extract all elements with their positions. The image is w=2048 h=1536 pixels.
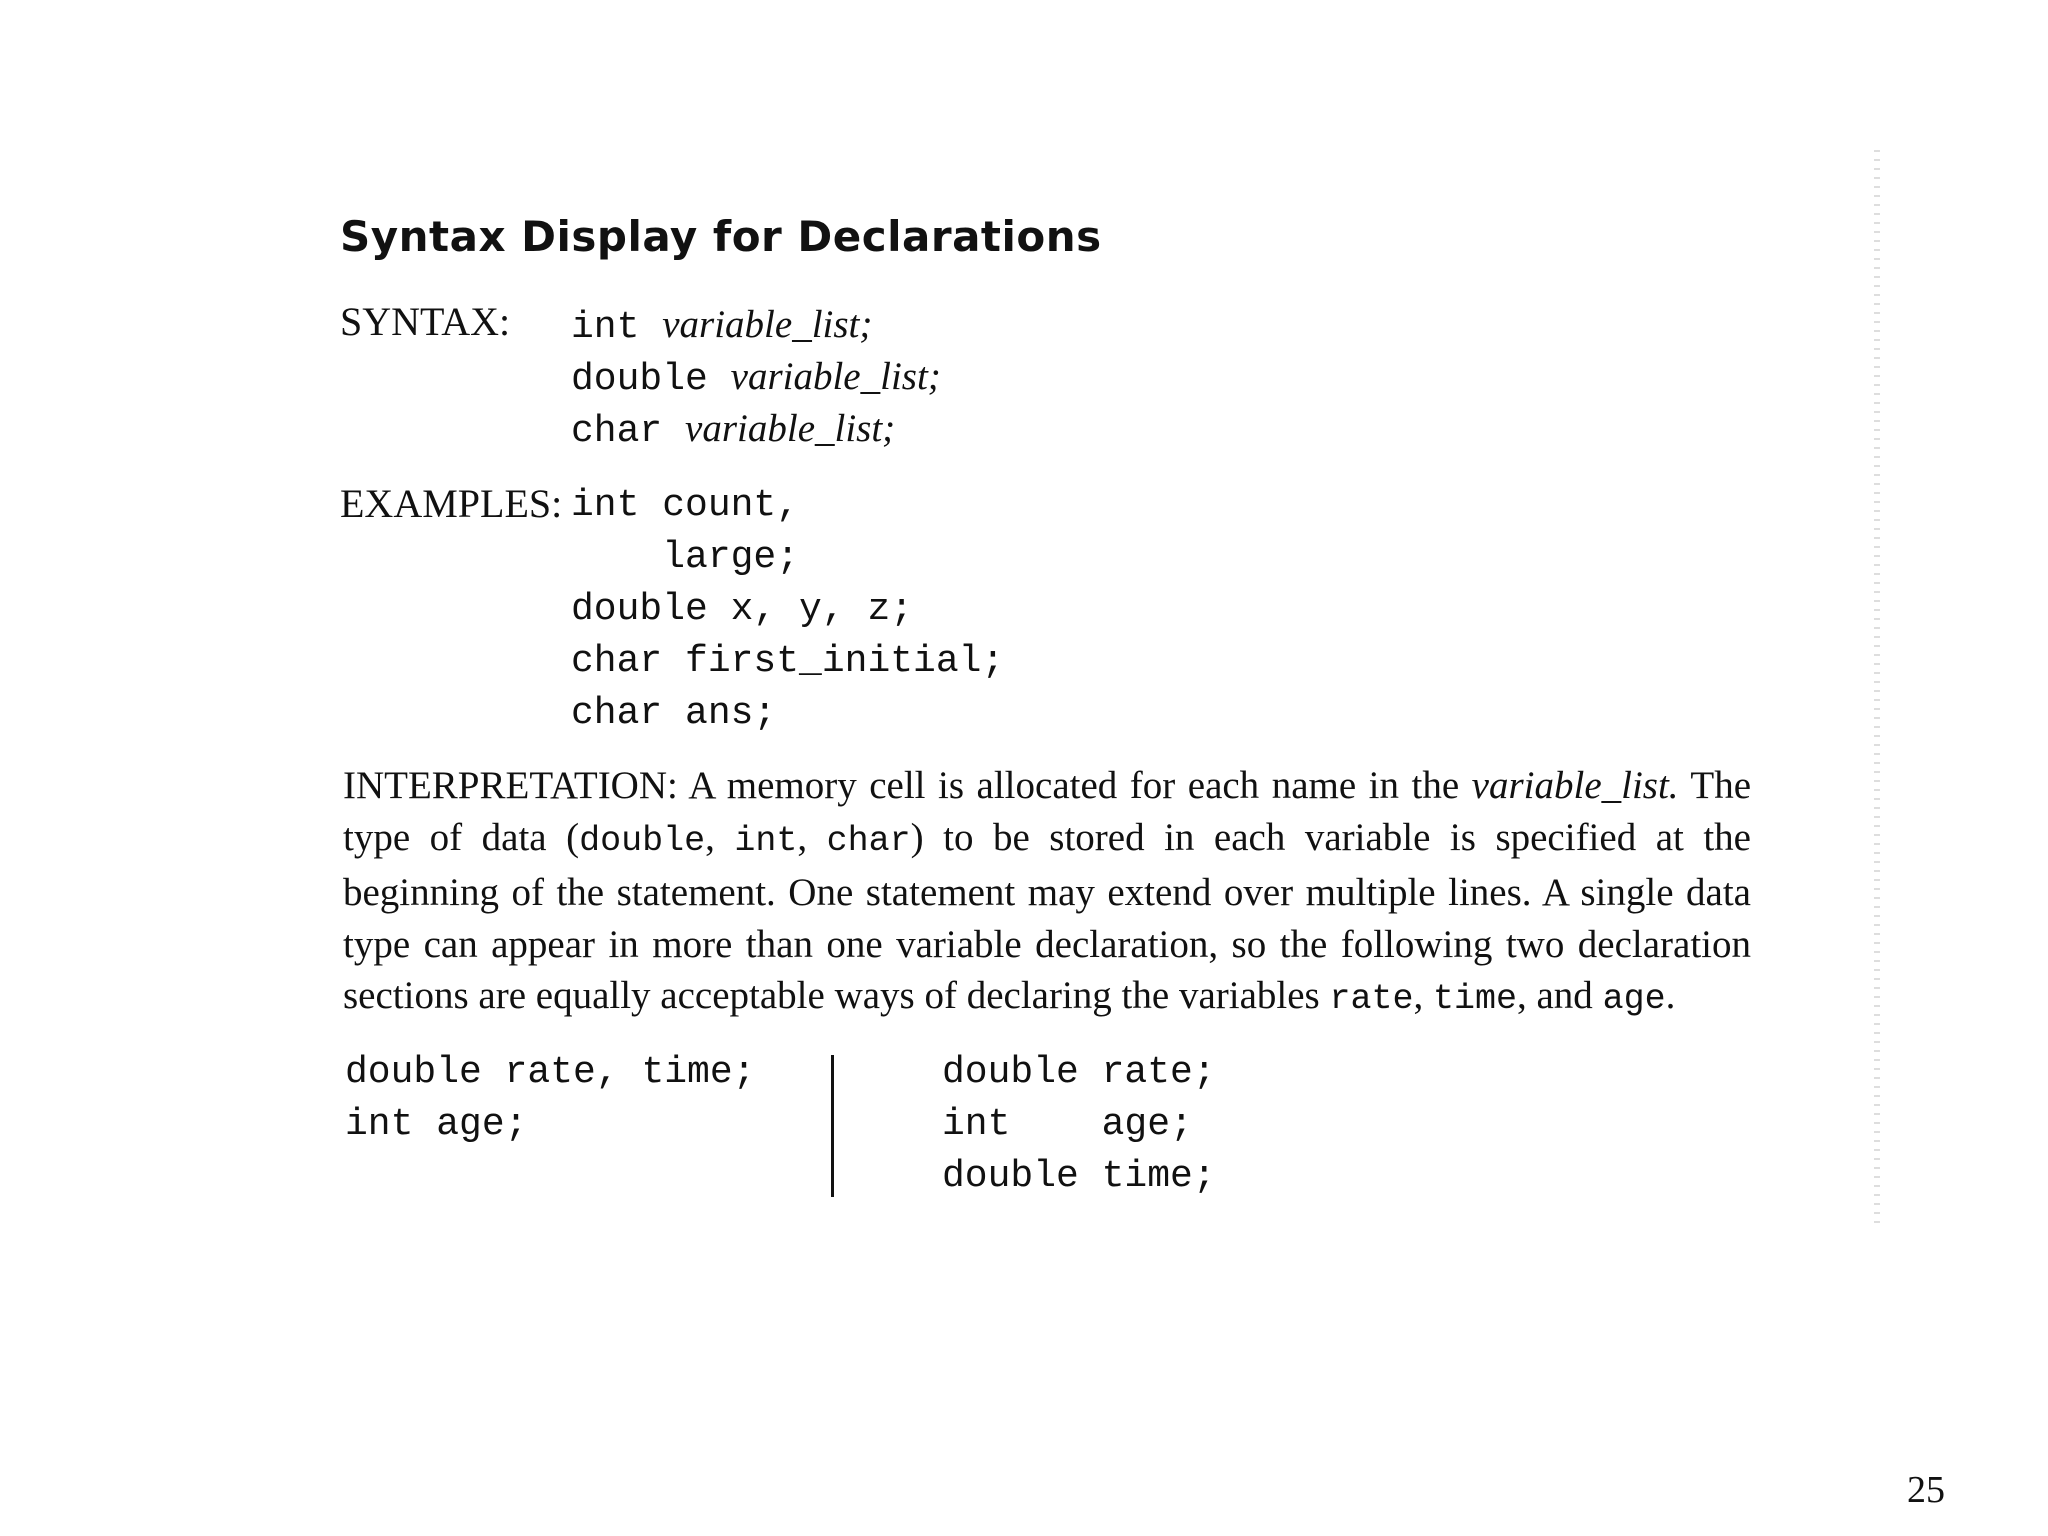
inline-code-time: time (1432, 979, 1517, 1019)
page-number: 25 (1907, 1469, 1945, 1511)
variable-list-term: variable_list. (1471, 764, 1679, 807)
right-declaration-line: double rate; (942, 1051, 1216, 1094)
example-line: large; (571, 536, 800, 579)
syntax-param: variable_list; (685, 407, 896, 450)
inline-code-rate: rate (1329, 979, 1414, 1019)
scan-edge-artifact (1874, 150, 1880, 1230)
inline-code-double: double (579, 820, 706, 861)
example-line: double x, y, z; (571, 588, 914, 631)
right-declaration-line: int age; (942, 1103, 1193, 1146)
examples-label: EXAMPLES: (340, 481, 563, 526)
comparison-divider (831, 1055, 834, 1197)
syntax-keyword: int (571, 306, 640, 349)
inline-code-char: char (826, 820, 911, 861)
syntax-keyword: double (571, 358, 708, 401)
interpretation-text: The type of data ( (343, 764, 1752, 859)
separator: , (797, 815, 808, 859)
inline-code-int: int (734, 820, 798, 861)
left-declaration-line: double rate, time; (345, 1051, 756, 1094)
syntax-param: variable_list; (730, 355, 941, 398)
separator: , (1413, 974, 1424, 1017)
interpretation-paragraph (343, 760, 1751, 1026)
interpretation-text: A memory cell is allocated for each name in the (688, 764, 1460, 807)
separator: , (705, 815, 715, 859)
section-title: Syntax Display for Declarations (340, 212, 1102, 261)
left-declaration-line: int age; (345, 1103, 528, 1146)
example-line: char ans; (571, 692, 777, 735)
right-declaration-line: double time; (942, 1155, 1216, 1198)
syntax-keyword: char (571, 410, 663, 453)
interpretation-text: ) to be stored in each variable is specified at the beginning of the statement. One statement may extend over multiple lines. A single data type can appear in more than one variable declaration, so the following two declaration sections are equally acceptable ways of declaring the variables (343, 815, 1751, 1017)
syntax-line-char (571, 409, 895, 451)
example-line: char first_initial; (571, 640, 1005, 683)
interpretation-label: INTERPRETATION: (343, 764, 678, 807)
inline-code-age: age (1602, 979, 1666, 1019)
syntax-line-int (571, 305, 872, 347)
syntax-param: variable_list; (662, 303, 873, 346)
syntax-line-double (571, 357, 941, 399)
example-line: int count, (571, 484, 800, 527)
separator: . (1665, 974, 1676, 1017)
syntax-label: SYNTAX: (340, 299, 511, 344)
separator: , and (1517, 974, 1593, 1017)
